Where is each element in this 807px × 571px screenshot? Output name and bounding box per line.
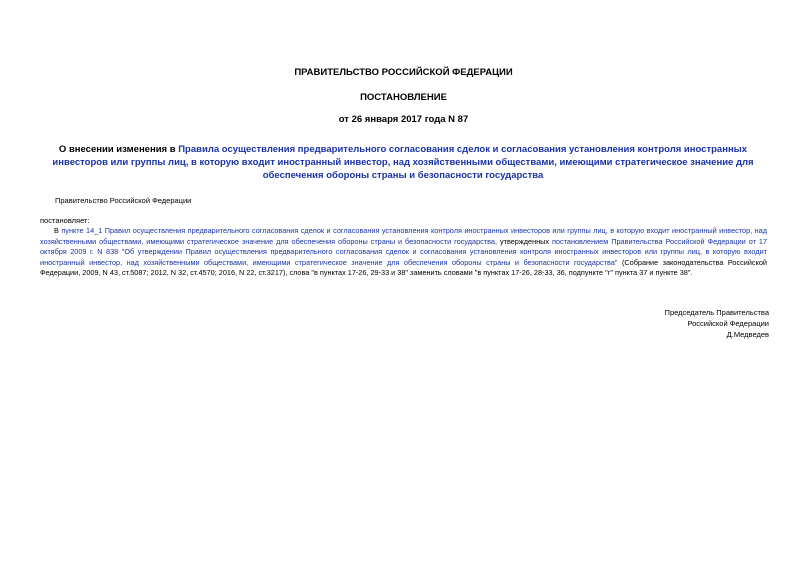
document-type: ПОСТАНОВЛЕНИЕ [360,92,447,103]
signature-name: Д.Медведев [726,330,769,339]
document-title [34,143,772,182]
resolution-838-link[interactable]: постановлением Правительства Российской Федерации от 17 октября 2009 г. N 838 "Об утверждении Правил осуществления предварительного согласования сделок и согласования установления контроля иностранных инвесторов или группы лиц, в которую входит иностранный инвестор, над хозяйственными обществами, имеющими стратегическое значение для обеспечения обороны страны и безопасности государства" [40,236,768,267]
paragraph-rest: (Собрание законодательства Российской Федерации, 2009, N 43, ст.5087; 2012, N 32, ст.4570; 2016, N 22, ст.3217), слова "в пунктах 17-26, 29-33 и 38" заменить словами "в пунктах 17-26, 28-33, 36, подпункте "г" пункта 37 и пункте 38". [40,257,767,277]
title-prefix: О внесении изменения в [58,144,179,155]
signature-org: Российской Федерации [687,319,769,328]
title-rules-link[interactable]: Правила осуществления предварительного согласования сделок и согласования установления контроля иностранных инвесторов или группы лиц, в которую входит иностранный инвестор, над хозяйственными обществами, имеющими стратегическое значение для обеспечения обороны страны и безопасности государства [52,144,754,181]
government-heading: ПРАВИТЕЛЬСТВО РОССИЙСКОЙ ФЕДЕРАЦИИ [294,67,513,78]
paragraph-prefix: В [54,226,62,235]
amendment-paragraph [40,226,767,279]
date-number: от 26 января 2017 года N 87 [338,114,469,125]
rules-clause-link[interactable]: пункте 14_1 Правил осуществления предварительного согласования сделок и согласования установления контроля иностранных инвесторов или группы лиц, в которую входит иностранный инвестор, над хозяйственными обществами, имеющими стратегическое значение для обеспечения обороны страны и безопасности государства [40,226,767,246]
decree-word: постановляет: [40,216,90,225]
signature-title: Председатель Правительства [664,308,769,317]
government-line: Правительство Российской Федерации [55,196,192,205]
paragraph-mid: , утвержденных [494,236,552,246]
